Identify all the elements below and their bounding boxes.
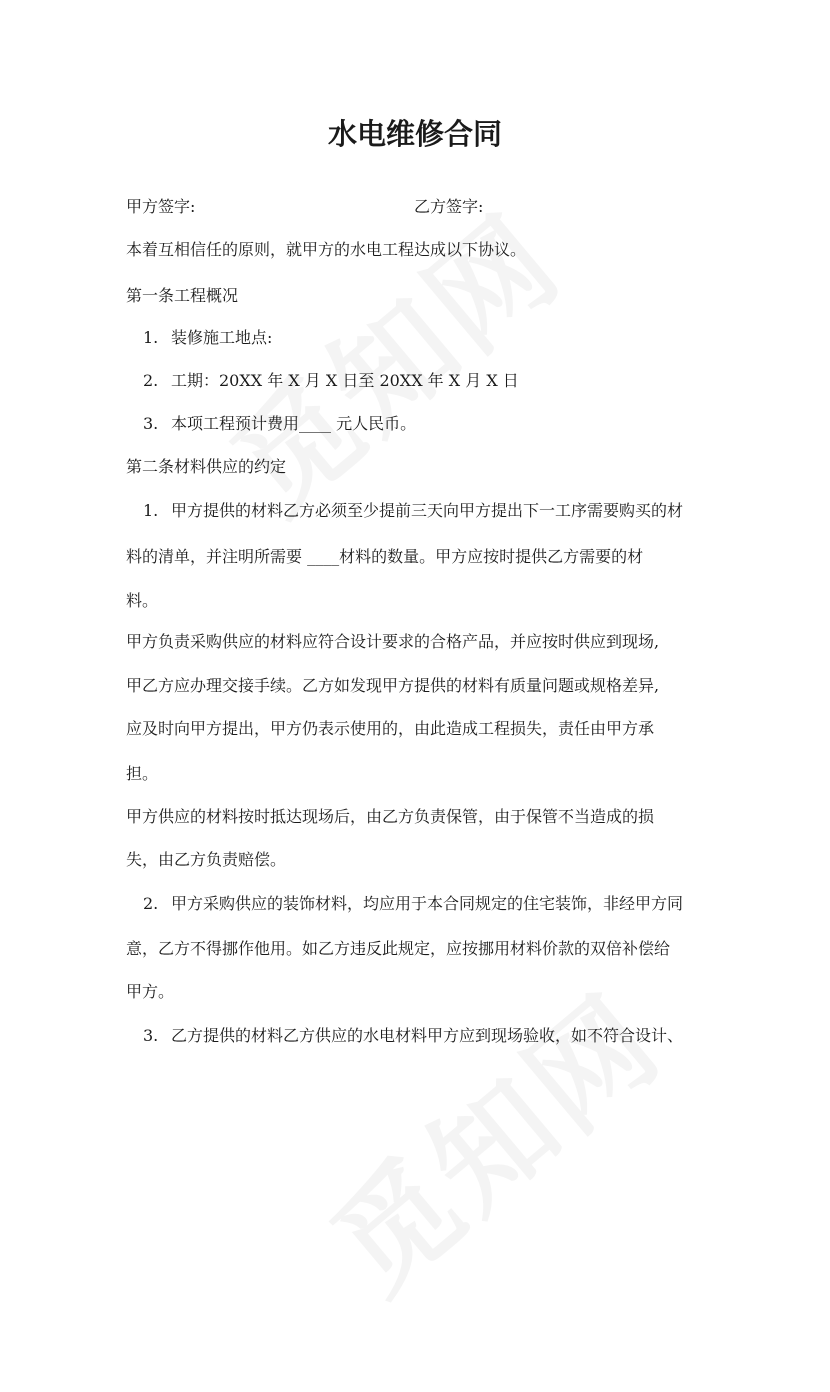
intro-paragraph: 本着互相信任的原则，就甲方的水电工程达成以下协议。 <box>126 240 527 259</box>
article2-item-1-line1 <box>143 499 733 523</box>
item-text: 甲方采购供应的装饰材料，均应用于本合同规定的住宅装饰，非经甲方同 <box>171 894 684 913</box>
paragraph-supply-line2: 甲乙方应办理交接手续。乙方如发现甲方提供的材料有质量问题或规格差异, <box>126 676 660 695</box>
article1-heading: 第一条工程概况 <box>126 286 239 305</box>
item-number: 3. <box>143 1026 159 1045</box>
item-text: 本项工程预计费用____ 元人民币。 <box>171 414 417 433</box>
party-b-signature: 乙方签字: <box>414 197 484 216</box>
item-text: 甲方提供的材料乙方必须至少提前三天向甲方提出下一工序需要购买的材 <box>171 501 684 520</box>
item-number: 3. <box>143 414 159 433</box>
article2-heading: 第二条材料供应的约定 <box>126 457 287 476</box>
article2-item-2-line3: 甲方。 <box>126 982 175 1001</box>
article2-item-1-line2: 料的清单，并注明所需要 ____材料的数量。甲方应按时提供乙方需要的材 <box>126 547 644 566</box>
paragraph-supply-line1: 甲方负责采购供应的材料应符合设计要求的合格产品，并应按时供应到现场, <box>126 632 660 651</box>
item-text: 装修施工地点: <box>171 328 273 347</box>
item-number: 2. <box>143 371 159 390</box>
paragraph-storage-line2: 失，由乙方负责赔偿。 <box>126 850 287 869</box>
article2-item-1-line3: 料。 <box>126 591 159 610</box>
article2-item-2-line2: 意，乙方不得挪作他用。如乙方违反此规定，应按挪用材料价款的双倍补偿给 <box>126 939 671 958</box>
article2-item-2-line1 <box>143 892 733 916</box>
signature-line <box>126 195 716 219</box>
paragraph-supply-line4: 担。 <box>126 764 159 783</box>
item-text: 乙方提供的材料乙方供应的水电材料甲方应到现场验收，如不符合设计、 <box>171 1026 684 1045</box>
article2-item-3-line1 <box>143 1024 733 1048</box>
article1-item-2 <box>143 369 733 393</box>
paragraph-storage-line1: 甲方供应的材料按时抵达现场后，由乙方负责保管，由于保管不当造成的损 <box>126 807 655 826</box>
item-text: 工期：20XX 年 X 月 X 日至 20XX 年 X 月 X 日 <box>171 371 519 390</box>
document-title: 水电维修合同 <box>327 117 502 151</box>
article1-item-3 <box>143 412 733 436</box>
article1-item-1 <box>143 326 733 350</box>
item-number: 1. <box>143 501 159 520</box>
paragraph-supply-line3: 应及时向甲方提出，甲方仍表示使用的，由此造成工程损失，责任由甲方承 <box>126 719 655 738</box>
party-a-signature: 甲方签字: <box>126 197 196 216</box>
watermark-bottom <box>291 948 749 1391</box>
item-number: 1. <box>143 328 159 347</box>
item-number: 2. <box>143 894 159 913</box>
